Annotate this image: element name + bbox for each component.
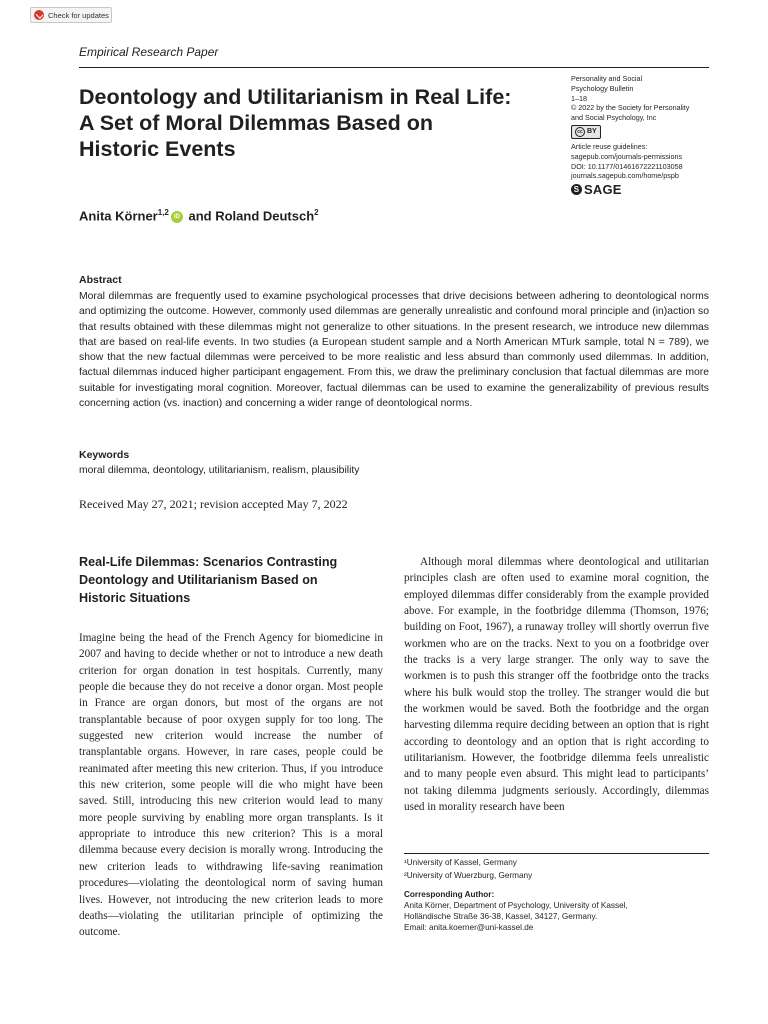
corresponding-author-heading: Corresponding Author: — [404, 890, 495, 899]
cc-license-icon[interactable] — [571, 125, 601, 139]
affiliation-1: ¹University of Kassel, Germany — [404, 858, 517, 867]
check-updates-icon — [34, 10, 44, 20]
body-left-paragraph: Imagine being the head of the French Agency for biomedicine in 2007 and having to decide whether or not to introduce a new death criterion for organ donation in test hospitals. Currently, many people die because they do not receive a donor organ. Most people in France are organ donors, but most of the organs are not transplantable because of poor oxygen supply for too long. The suggested new criterion would increase the number of transplantable organs. However, in rare cases, people could be reanimated after meeting this new criterion. Thus, if you introduce this new criterion, some people will die who might have been saved. Still, introducing this new criterion would lead to many more people surviving by enabling more organ transplants. Is it appropriate to introduce this new criterion? This is a moral dilemma because every decision is morally wrong. Introducing the new criterion leads to withdrawing life-saving reanimation procedures—violating the deontological norm of saving human lives. However, not introducing the new criterion leads to more deaths—violating the utilitarian principle of optimizing the outcome. — [79, 632, 383, 939]
article-title: Deontology and Utilitarianism in Real Life: A Set of Moral Dilemmas Based on Historic Events — [79, 85, 512, 161]
doi-link[interactable]: DOI: 10.1177/01461672221103058 — [571, 161, 683, 171]
author-1-name: Anita Körner — [79, 208, 158, 224]
journal-pages: 1–18 — [571, 93, 587, 103]
affiliation-2: ²University of Wuerzburg, Germany — [404, 871, 533, 880]
reuse-link[interactable]: sagepub.com/journals-permissions — [571, 151, 683, 161]
author-2-name: Roland Deutsch — [215, 208, 315, 224]
abstract-text: Moral dilemmas are frequently used to examine psychological processes that drive decisions between adhering to deontological norms and optimizing the outcome. However, commonly used dilemmas are generally unrealistic and confound moral principle and (in)action so that results obtained with these dilemmas might not generalize to other situations. In the present research, we introduce new dilemmas that are based on real-life events. In two studies (a European student sample and a North American MTurk sample, total N = 789), we show that the new factual dilemmas were perceived to be more realistic and less absurd than commonly used dilemmas. In addition, factual dilemmas induced higher participant engagement. From this, we draw the preliminary conclusion that factual dilemmas are more suitable for investigating moral cognition. Moreover, factual dilemmas can be used to examine the generalizability of previous results concerning action (vs. inaction) and concerning a wider range of deontological norms. — [79, 291, 709, 410]
journal-info — [571, 74, 711, 195]
author-1-affiliation: 1,2 — [157, 208, 169, 217]
copyright-line2: and Social Psychology, Inc — [571, 113, 657, 123]
cc-license-label: BY — [587, 128, 597, 136]
abstract-heading: Abstract — [79, 274, 122, 286]
check-for-updates-button[interactable] — [30, 7, 112, 23]
journal-name-line1: Personality and Social — [571, 74, 643, 83]
body-right-paragraph: Although moral dilemmas where deontological and utilitarian principles clash are often used to examine moral cognition, the employed dilemmas differ considerably from the example provided above. For example, in the footbridge dilemma (Thomson, 1976; building on Foot, 1967), a runaway trolley will shortly overrun five workmen who are on the tracks. Next to you on a footbridge over the tracks is a very large stranger. The only way to save the workmen is to push this stranger off the footbridge onto the tracks where his bulk would stop the trolley. The stranger would die but the workmen would be saved. Both the footbridge and the organ harvesting dilemma require deciding between an option that is right according to deontology and an option that is right according to utilitarianism. However, the footbridge dilemma feels unrealistic and to many people even absurd. This might lead to participants’ not taking dilemma judgments seriously. Accordingly, dilemmas used in morality research have been — [404, 556, 709, 814]
received-dates: Received May 27, 2021; revision accepted May 7, 2022 — [79, 497, 348, 511]
sage-logo — [571, 181, 711, 197]
author-joiner: and — [184, 208, 216, 224]
paper-type-label: Empirical Research Paper — [79, 45, 219, 59]
copyright-line1: © 2022 by the Society for Personality — [571, 103, 690, 113]
cc-icon: cc — [575, 127, 585, 137]
header-rule — [79, 67, 709, 68]
author-line — [79, 208, 319, 223]
corresponding-author-line2: Holländische Straße 36-38, Kassel, 34127, Germany. — [404, 912, 598, 921]
orcid-icon[interactable]: iD — [171, 211, 183, 223]
publisher-name: SAGE — [584, 181, 622, 197]
footnote-rule — [404, 853, 709, 854]
check-updates-label: Check for updates — [48, 10, 109, 20]
keywords-heading: Keywords — [79, 449, 130, 461]
sage-logo-icon: S — [571, 184, 582, 195]
journal-home-link[interactable]: journals.sagepub.com/home/pspb — [571, 171, 679, 181]
author-2-affiliation: 2 — [314, 208, 319, 217]
corresponding-author-line1: Anita Körner, Department of Psychology, University of Kassel, — [404, 901, 628, 910]
journal-name-line2: Psychology Bulletin — [571, 83, 634, 93]
reuse-line1: Article reuse guidelines: — [571, 141, 648, 151]
footnotes — [404, 857, 709, 933]
section-heading: Real-Life Dilemmas: Scenarios Contrasting Deontology and Utilitarianism Based on Historic Situations — [79, 555, 338, 606]
keywords-text: moral dilemma, deontology, utilitarianism, realism, plausibility — [79, 465, 360, 476]
corresponding-author-email[interactable]: Email: anita.koerner@uni-kassel.de — [404, 923, 534, 932]
